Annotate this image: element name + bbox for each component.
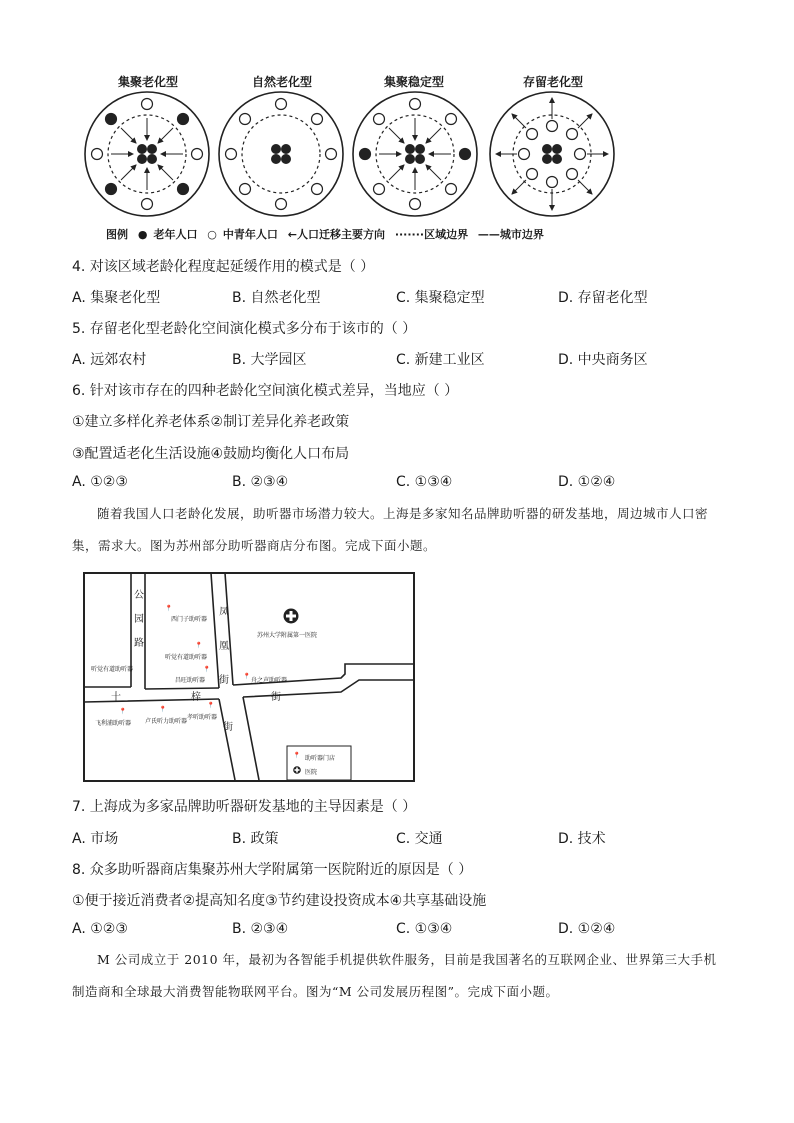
- store-philips: 飞利浦助听器: [95, 720, 132, 727]
- legend-city-boundary: ——城市边界: [477, 228, 544, 241]
- question-5-stem: 5. 存留老化型老龄化空间演化模式多分布于该市的（ ）: [72, 321, 417, 337]
- store-pin-icon: 📍: [195, 642, 203, 649]
- q8-option-b: B. ②③④: [232, 921, 289, 937]
- question-4-stem: 4. 对该区域老龄化程度起延缓作用的模式是（ ）: [72, 259, 375, 275]
- hospital-label: 苏州大学附属第一医院: [257, 632, 318, 639]
- q4-option-c: C. 集聚稳定型: [396, 290, 485, 306]
- q4-option-a: A. 集聚老化型: [72, 290, 161, 306]
- legend-elderly-dot-icon: ●: [137, 228, 148, 241]
- question-8-stem: 8. 众多助听器商店集聚苏州大学附属第一医院附近的原因是（ ）: [72, 862, 473, 878]
- suzhou-store-map: [83, 572, 415, 782]
- store-xiaoting: 孝听助听器: [187, 714, 218, 721]
- store-lushi: 卢氏听力助听器: [145, 718, 188, 725]
- model-diagram-2: [219, 92, 343, 216]
- q4-option-b: B. 自然老化型: [232, 290, 321, 306]
- passage-hearing-aid: 随着我国人口老龄化发展，助听器市场潜力较大。上海是多家知名品牌助听器的研发基地，周边城市人口密集，需求大。图为苏州部分助听器商店分布图。完成下面小题。: [72, 506, 709, 553]
- q7-option-c: C. 交通: [396, 831, 443, 847]
- q7-option-b: B. 政策: [232, 831, 279, 847]
- model-title-4: 存留老化型: [522, 75, 583, 89]
- q5-option-d: D. 中央商务区: [558, 352, 648, 368]
- q5-option-b: B. 大学园区: [232, 352, 307, 368]
- store-zhouzhisheng: 舟之声助听器: [251, 677, 288, 684]
- store-pin-icon: 📍: [119, 708, 127, 715]
- q8-option-c: C. ①③④: [396, 921, 453, 937]
- store-pin-icon: 📍: [207, 702, 215, 709]
- q7-option-a: A. 市场: [72, 831, 119, 847]
- legend-region-boundary: ·······区域边界: [394, 228, 469, 241]
- figure1-legend: [106, 226, 550, 242]
- road-label-jie: 街: [223, 722, 233, 733]
- legend-hospital-icon: [293, 766, 301, 774]
- question-7-stem: 7. 上海成为多家品牌助听器研发基地的主导因素是（ ）: [72, 799, 417, 815]
- model-diagram-4: [490, 92, 614, 216]
- legend-store-label: 助听器门店: [305, 755, 336, 762]
- q6-option-a: A. ①②③: [72, 474, 128, 490]
- store-pin-icon: 📍: [165, 605, 173, 612]
- legend-store-pin-icon: 📍: [293, 752, 301, 759]
- hospital-cross-icon: [283, 608, 299, 624]
- question-6-stem: 6. 针对该市存在的四种老龄化空间演化模式差异，当地应（ ）: [72, 383, 459, 399]
- road-label-gongyuan: 公园路: [134, 590, 144, 649]
- aging-models-diagram: [60, 88, 620, 223]
- q6-option-c: C. ①③④: [396, 474, 453, 490]
- q4-option-d: D. 存留老化型: [558, 290, 648, 306]
- legend-migration: ←人口迁移主要方向: [287, 228, 385, 241]
- model-title-1: 集聚老化型: [117, 75, 178, 89]
- legend-hospital-label: 医院: [305, 769, 318, 776]
- q8-option-a: A. ①②③: [72, 921, 128, 937]
- store-changwang: 昌旺助听器: [175, 677, 206, 684]
- legend-elderly: 老年人口: [153, 228, 198, 241]
- q6-option-d: D. ①②④: [558, 474, 616, 490]
- store-tingjue-1: 听觉有道助听器: [165, 654, 208, 661]
- q6-statements-line2: ③配置适老化生活设施④鼓励均衡化人口布局: [72, 446, 350, 462]
- model-title-2: 自然老化型: [251, 75, 312, 89]
- model-diagram-3: [353, 92, 477, 216]
- store-siemens: 西门子助听器: [171, 616, 208, 623]
- road-label-shizi: 十梓街: [111, 692, 351, 703]
- legend-youth-dot-icon: ○: [207, 228, 217, 241]
- q5-option-c: C. 新建工业区: [396, 352, 485, 368]
- q6-statements-line1: ①建立多样化养老体系②制订差异化养老政策: [72, 414, 350, 430]
- store-pin-icon: 📍: [243, 673, 251, 680]
- store-pin-icon: 📍: [203, 666, 211, 673]
- model-diagram-1: [85, 92, 209, 216]
- store-tingjue-2: 听觉有道助听器: [91, 666, 134, 673]
- q5-option-a: A. 远郊农村: [72, 352, 147, 368]
- legend-prefix: 图例: [106, 228, 128, 241]
- passage-m-company: M 公司成立于 2010 年，最初为各智能手机提供软件服务，目前是我国著名的互联网企业、世界第三大手机制造商和全球最大消费智能物联网平台。图为“M 公司发展历程图”。完成下面小题。: [72, 952, 717, 999]
- model-title-3: 集聚稳定型: [383, 75, 444, 89]
- q8-option-d: D. ①②④: [558, 921, 616, 937]
- store-pin-icon: 📍: [159, 706, 167, 713]
- q8-statements-line1: ①便于接近消费者②提高知名度③节约建设投资成本④共享基础设施: [72, 893, 487, 909]
- q7-option-d: D. 技术: [558, 831, 606, 847]
- legend-youth: 中青年人口: [222, 228, 278, 241]
- road-label-fenghuang: 凤凰街: [219, 607, 229, 686]
- q6-option-b: B. ②③④: [232, 474, 289, 490]
